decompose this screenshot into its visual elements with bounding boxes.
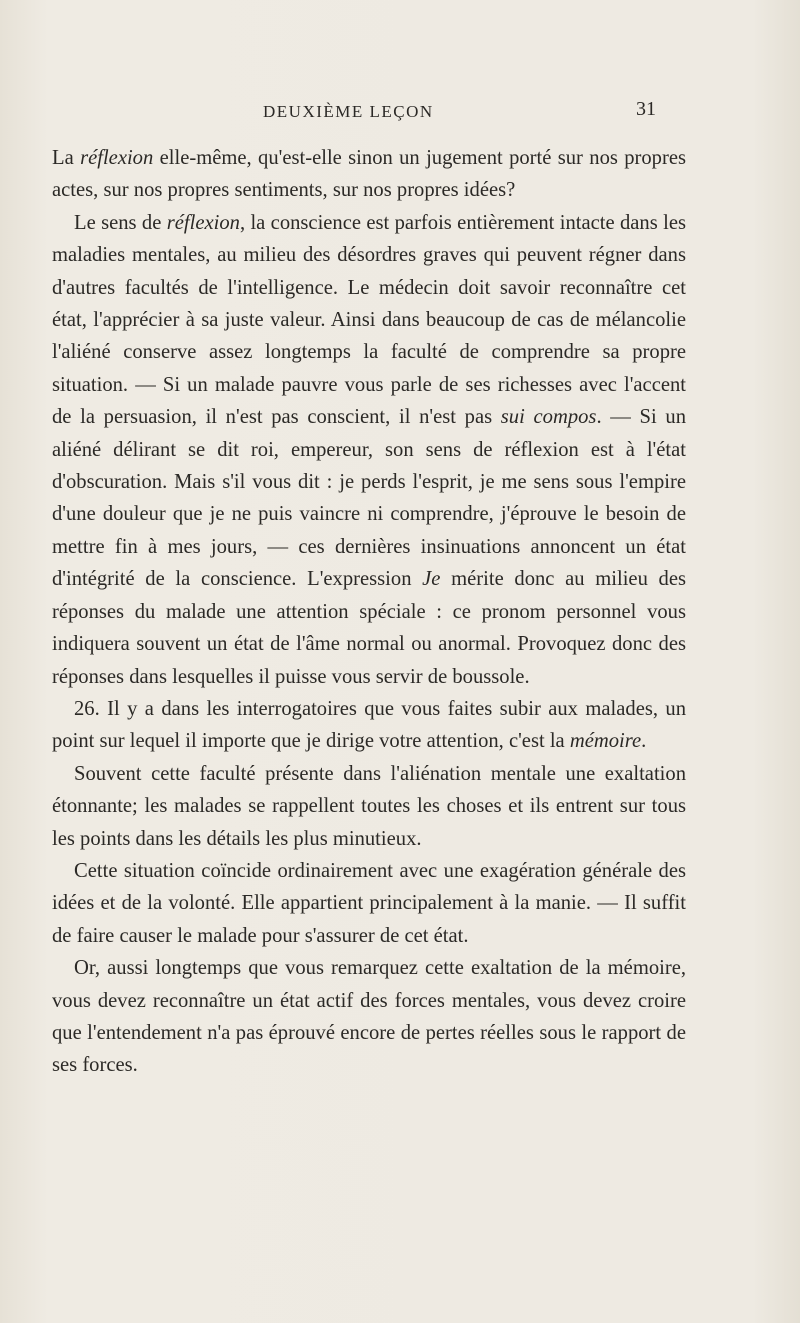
page-header [0,98,800,128]
text-run: Cette situation coïncide ordinairement avec une exagération générale des idées et de la volonté. Elle appartient principalement à la manie. — Il suffit de faire causer le malade pour s'assurer de cet état. [52,859,686,947]
paragraph-exaltation [52,758,686,855]
paragraph-memoire-intro [52,693,686,758]
italic-term: réflexion [80,147,154,169]
paragraph-manie [52,855,686,952]
paragraph-reflexion [52,142,686,207]
text-run: La [52,147,81,169]
text-run: . — Si un aliéné délirant se dit roi, empereur, son sens de réflexion est à l'état d'obscuration. Mais s'il vous dit : je perds l'esprit, je me sens sous l'empire d'une douleur que je ne puis vaincre ni comprendre, j'éprouve le besoin de mettre fin à mes jours, — ces dernières insinuations annoncent un état d'intégrité de la conscience. L'expression [52,406,686,591]
text-run: Or, aussi longtemps que vous remarquez cette exaltation de la mémoire, vous devez reconnaître un état actif des forces mentales, vous devez croire que l'entendement n'a pas éprouvé encore de pertes réelles sous le rapport de ses forces. [52,957,686,1077]
italic-term: sui compos [500,406,597,429]
text-run: elle-même, qu'est-elle sinon un jugement porté sur nos propres actes, sur nos propres sentiments, sur nos propres idées? [52,147,686,202]
running-head: DEUXIÈME LEÇON [263,102,434,121]
body-text [52,142,686,1082]
italic-term: Je [422,568,441,591]
text-run: Le sens de [74,211,167,234]
page-number: 31 [636,98,656,120]
text-run: . [641,730,647,753]
italic-term: mémoire [569,730,642,753]
text-run: 26. Il y a dans les interrogatoires que vous faites subir aux malades, un point sur lequel il importe que je dirige votre attention, c'est la [52,697,686,753]
paragraph-sens-de-reflexion [52,207,686,693]
italic-term: réflexion [166,211,240,234]
text-run: , la conscience est parfois entièrement intacte dans les maladies mentales, au milieu des désordres graves qui peuvent régner dans d'autres facultés de l'intelligence. Le médecin doit savoir reconnaître cet état, l'apprécier à sa juste valeur. Ainsi dans beaucoup de cas de mélancolie l'aliéné conserve assez longtemps la faculté de comprendre sa propre situation. — Si un malade pauvre vous parle de ses richesses avec l'accent de la persuasion, il n'est pas conscient, il n'est pas [52,211,686,429]
text-run: Souvent cette faculté présente dans l'aliénation mentale une exaltation étonnante; les malades se rappellent toutes les choses et ils entrent sur tous les points dans les détails les plus minutieux. [52,762,686,850]
text-run: mérite donc au milieu des réponses du malade une attention spéciale : ce pronom personnel vous indiquera souvent un état de l'âme normal ou anormal. Provoquez donc des réponses dans lesquelles il puisse vous servir de boussole. [52,568,686,688]
paragraph-forces-mentales [52,952,686,1082]
